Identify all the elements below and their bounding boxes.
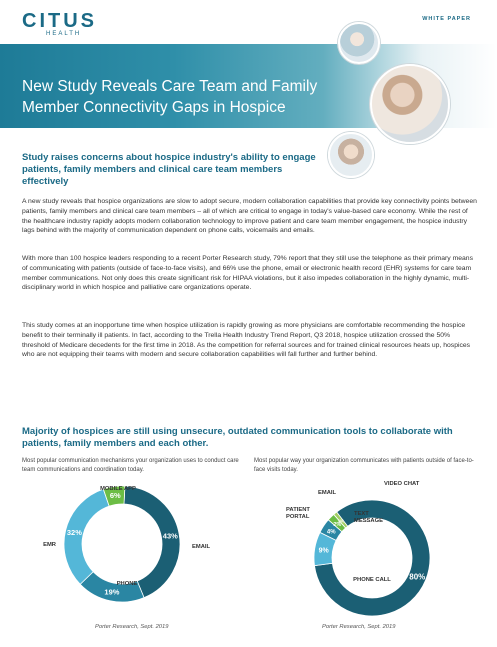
care-team-communication-donut-chart [0, 478, 248, 623]
slice-category-label: EMAIL [318, 490, 337, 496]
document-type-label: WHITE PAPER [422, 16, 471, 22]
banner-title: New Study Reveals Care Team and Family Member Connectivity Gaps in Hospice [22, 78, 318, 117]
slice-value-label: 9% [318, 547, 329, 555]
slice-value-label: 19% [104, 587, 120, 597]
slice-value-label: 80% [409, 572, 426, 582]
slice-category-label: VIDEO CHAT [384, 481, 420, 487]
chart-1-source: Porter Research, Sept. 2019 [95, 624, 169, 630]
care-team-photo [328, 132, 374, 178]
slice-category-label: TEXT [354, 511, 369, 517]
chart-2-source: Porter Research, Sept. 2019 [322, 624, 396, 630]
slice-value-label: 6% [109, 491, 121, 501]
brand-sub: HEALTH [46, 31, 82, 37]
brand-name: CITUS [22, 10, 97, 32]
slice-category-label: PORTAL [286, 514, 310, 520]
slice-category-label: EMR [43, 542, 56, 548]
slice-category-label: MOBILE APP [100, 486, 136, 492]
citus-health-logo [22, 10, 97, 37]
patient-communication-donut-chart [248, 478, 497, 623]
slice-value-label: 1% [337, 518, 345, 524]
chart-1-title: Most popular communication mechanisms your organization uses to conduct care team communications and coordination today. [22, 458, 239, 473]
slice-category-label: EMAIL [192, 544, 211, 550]
chart-2-title: Most popular way your organization communicates with patients outside of face-to-face visits today. [254, 458, 474, 473]
section-heading-2: Majority of hospices are still using unsecure, outdated communication tools to collaborate with patients, family members and each other. [22, 426, 453, 449]
body-paragraph: A new study reveals that hospice organizations are slow to adopt secure, modern collaboration capabilities that provide key connectivity points between patients, family members and clinical care team members – all of which are critical to engage in today's value-based care economy. While the rest of the healthcare industry rapidly adopts modern collaboration technology to improve patient and care team member engagement, the hospice industry lags behind with the majority of communication dependent on phone calls, voicemails and emails. [22, 198, 477, 235]
slice-category-label: PATIENT [286, 507, 310, 513]
slice-category-label: PHONE CALL [353, 577, 391, 583]
section-heading-1: Study raises concerns about hospice industry's ability to engage patients, family members and clinical care team members effectively [22, 152, 316, 187]
slice-value-label: 32% [66, 528, 82, 538]
clinician-photo [338, 22, 380, 64]
slice-value-label: 43% [162, 531, 178, 541]
slice-value-label: 2% [333, 521, 342, 528]
body-paragraph: This study comes at an inopportune time when hospice utilization is rapidly growing as more physicians are comfortable recommending the hospice benefit to their terminally ill patients. In fact, according to the Trella Health Industry Trend Report, Q3 2018, hospice utilization crossed the 50% threshold of Medicare decedents for the first time in 2018. As the competition for referral sources and for trained clinical resources heats up, hospices who are not equipping their teams with modern and secure collaboration capabilities will fall further and further behind. [22, 322, 471, 359]
family-photo [370, 64, 450, 144]
slice-value-label: 4% [326, 529, 336, 536]
slice-category-label: MESSAGE [354, 518, 383, 524]
body-paragraph: With more than 100 hospice leaders responding to a recent Porter Research study, 79% report that they still use the telephone as their primary means of communicating with patients (outside of face-to-face visits), and 66% use the phone, email or electronic health record (EHR) systems for care team member communications. Not only does this create significant risk for HIPAA violations, but it also impedes collaboration in the highly dynamic, multi-disciplinary world in which hospice and palliative care organizations operate. [22, 255, 473, 292]
slice-category-label: PHONE [116, 581, 138, 587]
